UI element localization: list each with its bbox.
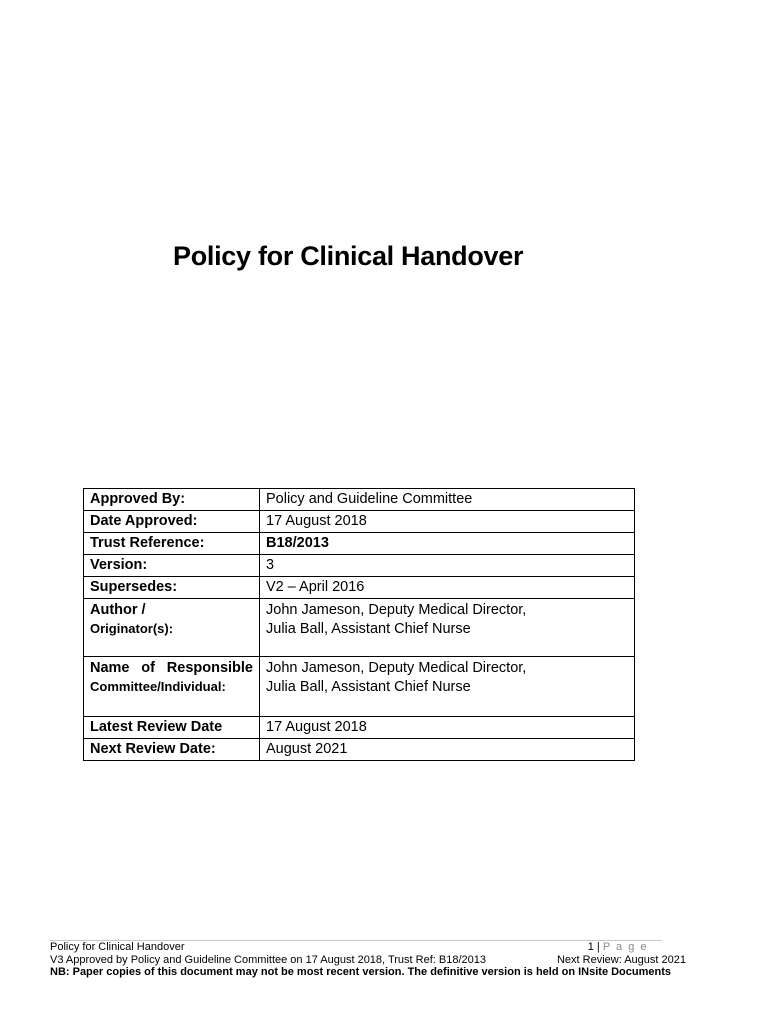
- responsible-word-responsible: Responsible: [166, 660, 253, 676]
- table-row: [84, 657, 635, 717]
- table-row: [84, 489, 635, 511]
- footer-page-separator: |: [596, 941, 600, 953]
- approved-by-label: Approved By:: [84, 489, 260, 511]
- version-label: Version:: [84, 555, 260, 577]
- footer-approval-line: V3 Approved by Policy and Guideline Committee on 17 August 2018, Trust Ref: B18/2013: [50, 953, 486, 966]
- table-row: [84, 599, 635, 657]
- responsible-word-committee: Committee/Individual:: [90, 679, 226, 694]
- footer-page-word: P a g e: [602, 941, 648, 953]
- footer-page-indicator: [588, 941, 648, 954]
- document-info-table: [83, 488, 635, 761]
- footer-page-number: 1: [587, 941, 594, 953]
- author-slash: /: [141, 602, 146, 618]
- footer-nb-line: NB: Paper copies of this document may not be most recent version. The definitive version is held on INsite Documents: [50, 966, 672, 978]
- originators-word: Originator(s):: [90, 621, 174, 636]
- author-word: Author: [90, 602, 138, 618]
- footer-row-2: [50, 954, 686, 967]
- next-review-value: August 2021: [260, 739, 635, 761]
- table-row: [84, 717, 635, 739]
- author-value-line-1: John Jameson, Deputy Medical Director,: [266, 602, 527, 618]
- responsible-value-line-2: Julia Ball, Assistant Chief Nurse: [266, 679, 471, 695]
- responsible-label: [84, 657, 260, 717]
- responsible-value: [260, 657, 635, 717]
- trust-reference-label: Trust Reference:: [84, 533, 260, 555]
- document-title: Policy for Clinical Handover: [173, 241, 524, 271]
- page-footer: [50, 941, 700, 979]
- latest-review-label: Latest Review Date: [84, 717, 260, 739]
- responsible-value-line-1: John Jameson, Deputy Medical Director,: [266, 660, 527, 676]
- table-row: [84, 533, 635, 555]
- table-row: [84, 739, 635, 761]
- footer-doc-name: Policy for Clinical Handover: [50, 941, 185, 953]
- next-review-label: Next Review Date:: [84, 739, 260, 761]
- supersedes-value: V2 – April 2016: [260, 577, 635, 599]
- trust-reference-value: B18/2013: [260, 533, 635, 555]
- responsible-label-line: [90, 659, 253, 678]
- date-approved-value: 17 August 2018: [260, 511, 635, 533]
- footer-row-1: [50, 941, 648, 954]
- version-value: 3: [260, 555, 635, 577]
- author-label: [84, 599, 260, 657]
- date-approved-label: Date Approved:: [84, 511, 260, 533]
- responsible-word-name: Name: [90, 660, 130, 676]
- table-row: [84, 555, 635, 577]
- table-row: [84, 577, 635, 599]
- table-row: [84, 511, 635, 533]
- approved-by-value: Policy and Guideline Committee: [260, 489, 635, 511]
- latest-review-value: 17 August 2018: [260, 717, 635, 739]
- supersedes-label: Supersedes:: [84, 577, 260, 599]
- author-value-line-2: Julia Ball, Assistant Chief Nurse: [266, 621, 471, 637]
- footer-next-review: Next Review: August 2021: [556, 953, 686, 966]
- responsible-word-of: of: [141, 660, 155, 676]
- author-value: [260, 599, 635, 657]
- author-label-line: [90, 601, 253, 620]
